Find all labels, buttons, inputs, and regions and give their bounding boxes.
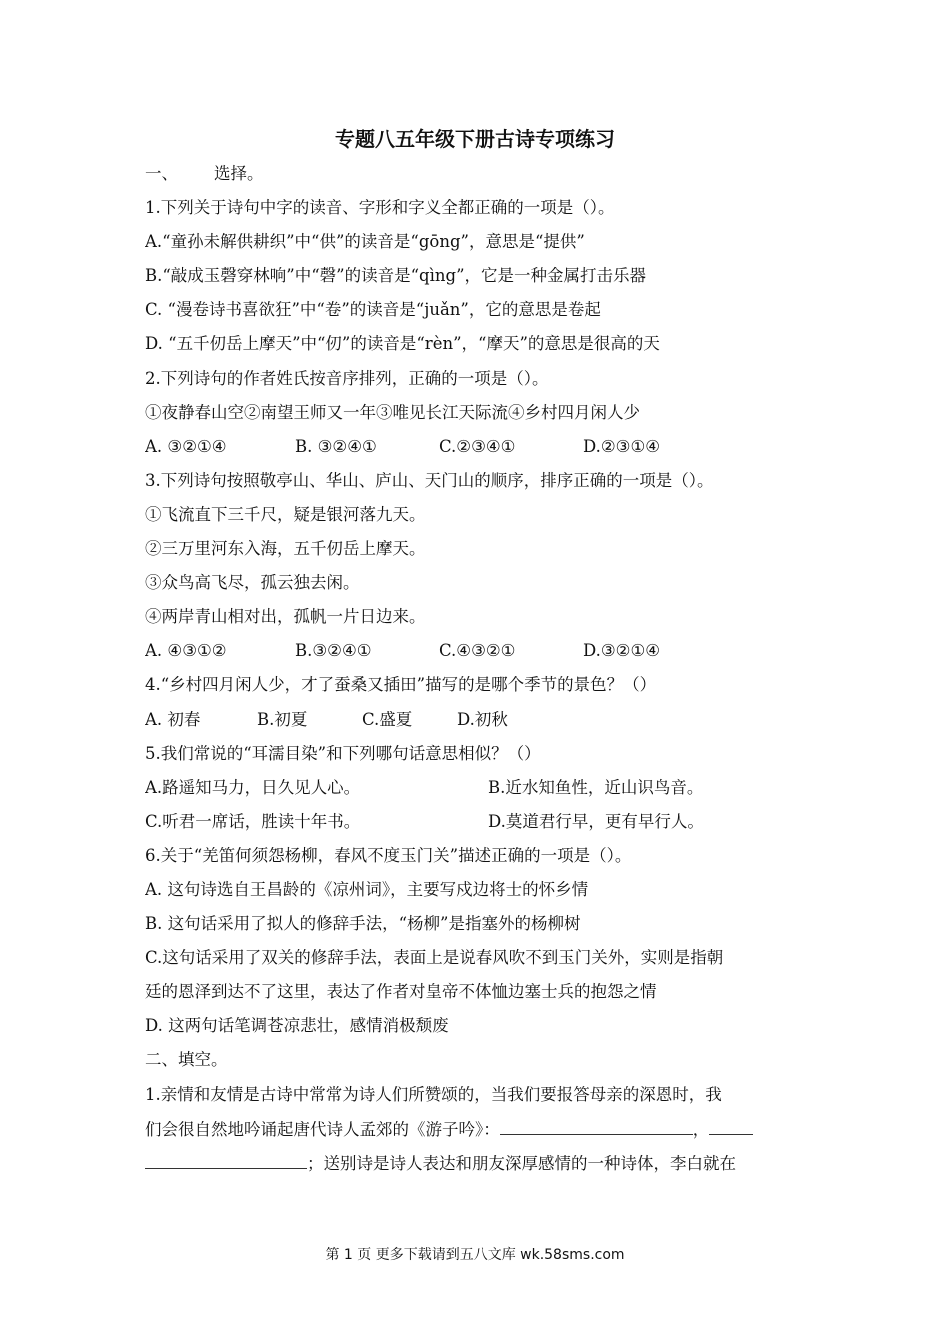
answer-blank[interactable] — [500, 1112, 693, 1135]
option-c: C.④③②① — [439, 641, 516, 661]
fill-question: 1.亲情和友情是古诗中常常为诗人们所赞颂的，当我们要报答母亲的深恩时，我 — [145, 1084, 722, 1104]
option-b: B.“敲成玉磬穿林响”中“磬”的读音是“qìng”，它是一种金属打击乐器 — [145, 266, 647, 286]
question-stem: 6.关于“羌笛何须怨杨柳，春风不度玉门关”描述正确的一项是（）。 — [145, 845, 632, 865]
fill-question — [145, 1112, 815, 1146]
options-row — [145, 634, 815, 668]
option-b: B. 这句话采用了拟人的修辞手法，“杨柳”是指塞外的杨柳树 — [145, 914, 581, 934]
option-d: D.初秋 — [457, 709, 508, 729]
option-c: C.这句话采用了双关的修辞手法，表面上是说春风吹不到玉门关外，实则是指朝 — [145, 948, 724, 968]
option-c-continued: 廷的恩泽到达不了这里，表达了作者对皇帝不体恤边塞士兵的抱怨之情 — [145, 982, 657, 1002]
option-c: C.听君一席话，胜读十年书。 — [145, 811, 361, 831]
option-b: B. ③②④① — [295, 436, 377, 456]
question-stem: 2.下列诗句的作者姓氏按音序排列，正确的一项是（）。 — [145, 368, 549, 388]
options-row — [145, 430, 815, 464]
poem-line: ②三万里河东入海，五千仞岳上摩天。 — [145, 539, 426, 559]
option-a: A. 初春 — [145, 709, 201, 729]
option-d: D.③②①④ — [583, 641, 661, 661]
answer-blank[interactable] — [709, 1112, 753, 1135]
answer-blank[interactable] — [145, 1146, 307, 1169]
question-items: ①夜静春山空②南望王师又一年③唯见长江天际流④乡村四月闲人少 — [145, 402, 640, 422]
worksheet-body — [145, 157, 815, 1180]
question-stem: 1.下列关于诗句中字的读音、字形和字义全都正确的一项是（）。 — [145, 198, 615, 218]
option-d: D.莫道君行早，更有早行人。 — [488, 811, 704, 831]
option-b: B.近水知鱼性，近山识鸟音。 — [488, 777, 704, 797]
section-heading — [145, 157, 815, 191]
poem-line: ④两岸青山相对出，孤帆一片日边来。 — [145, 607, 426, 627]
option-d: D. 这两句话笔调苍凉悲壮，感情消极颓废 — [145, 1016, 449, 1036]
section-heading: 二、填空。 — [145, 1050, 228, 1070]
section-label: 选择。 — [214, 164, 264, 183]
option-b: B.③②④① — [295, 641, 372, 661]
option-a: A. ③②①④ — [145, 436, 227, 456]
section-number: 一、 — [145, 164, 178, 183]
poem-line: ③众鸟高飞尽，孤云独去闲。 — [145, 573, 360, 593]
options-row — [145, 771, 815, 805]
option-a: A.路遥知马力，日久见人心。 — [145, 777, 361, 797]
option-a: A.“童孙未解供耕织”中“供”的读音是“gōng”，意思是“提供” — [145, 232, 585, 252]
options-row — [145, 703, 815, 737]
option-a: A. 这句诗选自王昌龄的《凉州词》，主要写戍边将士的怀乡情 — [145, 879, 589, 899]
question-stem: 3.下列诗句按照敬亭山、华山、庐山、天门山的顺序，排序正确的一项是（）。 — [145, 470, 714, 490]
question-stem: 4.“乡村四月闲人少，才了蚕桑又插田”描写的是哪个季节的景色？（） — [145, 675, 657, 695]
option-c: C.②③④① — [439, 436, 516, 456]
option-b: B.初夏 — [257, 709, 308, 729]
option-c: C. “漫卷诗书喜欲狂”中“卷”的读音是“juǎn”，它的意思是卷起 — [145, 300, 601, 320]
page-title: 专题八五年级下册古诗专项练习 — [335, 127, 615, 151]
option-c: C.盛夏 — [362, 709, 413, 729]
option-a: A. ④③①② — [145, 641, 227, 661]
option-d: D.②③①④ — [583, 436, 661, 456]
poem-line: ①飞流直下三千尺，疑是银河落九天。 — [145, 504, 426, 524]
fill-question — [145, 1146, 815, 1180]
question-stem: 5.我们常说的“耳濡目染”和下列哪句话意思相似？（） — [145, 743, 541, 763]
fill-text: ；送别诗是诗人表达和朋友深厚感情的一种诗体，李白就在 — [307, 1153, 736, 1173]
options-row — [145, 805, 815, 839]
fill-text: 们会很自然地吟诵起唐代诗人孟郊的《游子吟》： — [145, 1119, 500, 1139]
fill-comma: ， — [692, 1119, 710, 1139]
page-footer: 第 1 页 更多下载请到五八文库 wk.58sms.com — [325, 1247, 625, 1263]
option-d: D. “五千仞岳上摩天”中“仞”的读音是“rèn”，“摩天”的意思是很高的天 — [145, 334, 660, 354]
